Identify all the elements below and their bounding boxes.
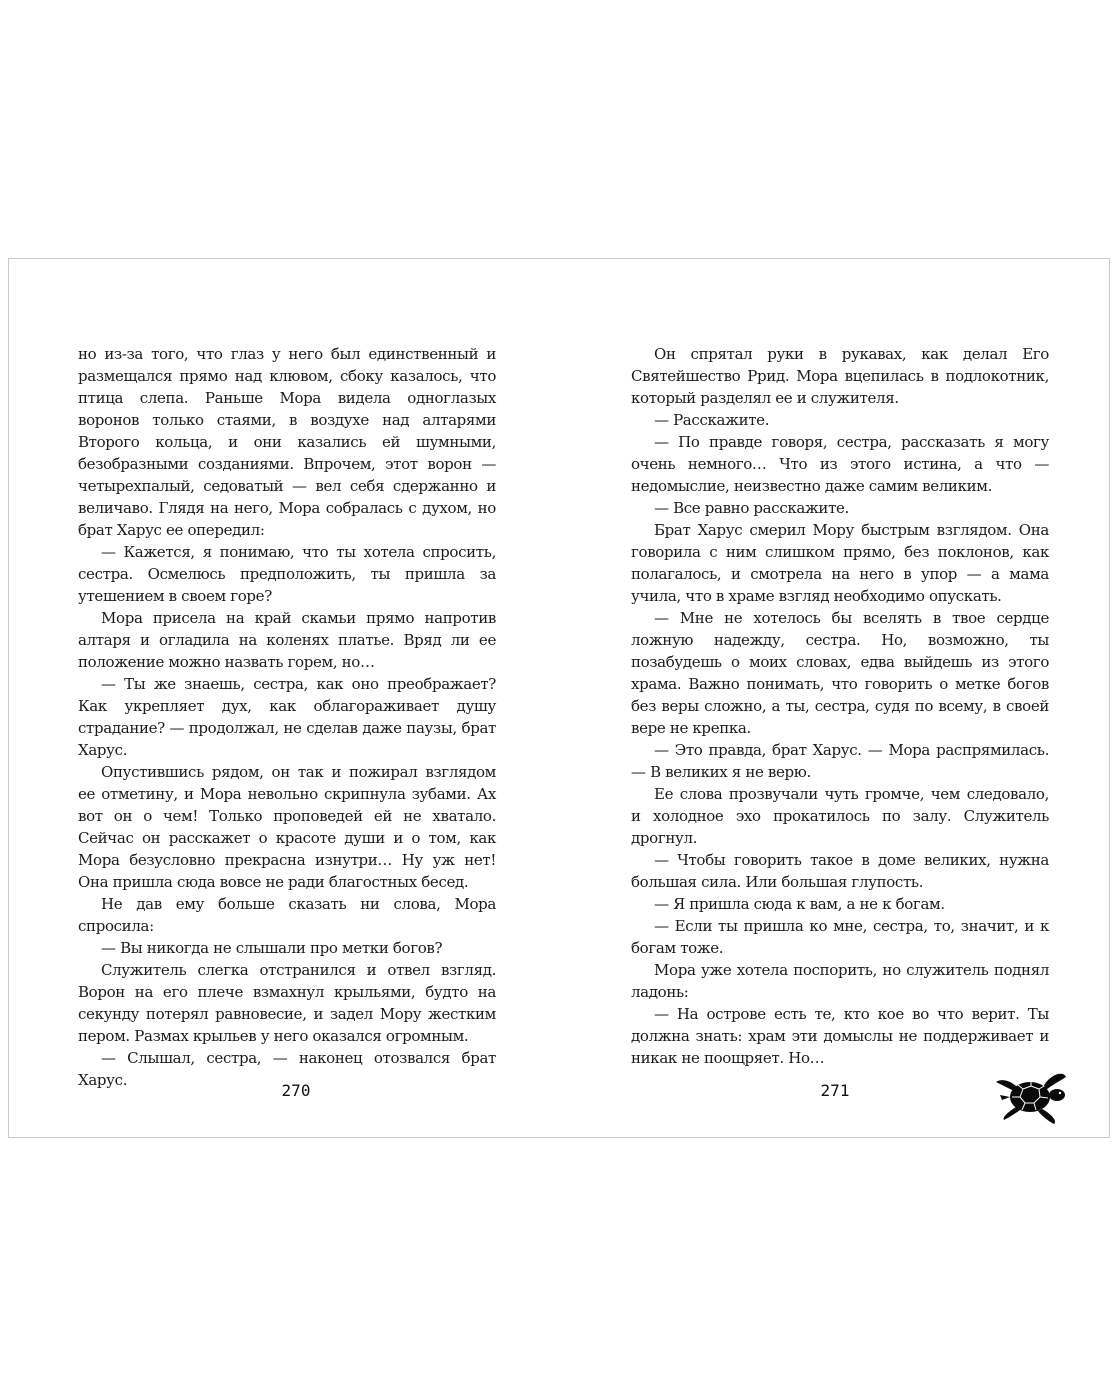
paragraph: — Расскажите. — [654, 411, 770, 429]
paragraph: — Я пришла сюда к вам, а не к богам. — [654, 895, 945, 913]
paragraph: — Чтобы говорить такое в доме великих, нужна большая сила. Или большая глупость. — [631, 851, 1049, 891]
paragraph: Опустившись рядом, он так и пожирал взглядом ее отметину, и Мора невольно скрипнула зубами. Ах вот он о чем! Только проповедей ей не хватало. Сейчас он расскажет о красоте души и о том, как Мора безусловно прекрасна изнутри… Ну уж нет! Она пришла сюда вовсе не ради благостных бесед. — [78, 763, 496, 891]
paragraph: — Мне не хотелось бы вселять в твое сердце ложную надежду, сестра. Но, возможно, ты позабудешь о моих словах, едва выйдешь из этого храма. Важно понимать, что говорить о метке богов без веры сложно, а ты, сестра, судя по всему, в своей вере не крепка. — [631, 609, 1049, 737]
paragraph: Мора уже хотела поспорить, но служитель поднял ладонь: — [631, 961, 1049, 1001]
paragraph: Мора присела на край скамьи прямо напротив алтаря и огладила на коленях платье. Вряд ли ее положение можно назвать горем, но… — [78, 609, 496, 671]
book-spread — [8, 258, 1110, 1138]
paragraph: Ее слова прозвучали чуть громче, чем следовало, и холодное эхо прокатилось по залу. Служитель дрогнул. — [631, 785, 1049, 847]
paragraph: — Вы никогда не слышали про метки богов? — [101, 939, 443, 957]
paragraph: Он спрятал руки в рукавах, как делал Его Святейшество Ррид. Мора вцепилась в подлокотник, который разделял ее и служителя. — [631, 345, 1049, 407]
paragraph: Брат Харус смерил Мору быстрым взглядом. Она говорила с ним слишком прямо, без поклонов, как полагалось, и смотрела на него в упор — а мама учила, что в храме взгляд необходимо опускать. — [631, 521, 1049, 605]
right-page — [631, 343, 1049, 1069]
paragraph: — Если ты пришла ко мне, сестра, то, значит, и к богам тоже. — [631, 917, 1049, 957]
paragraph: — Ты же знаешь, сестра, как оно преображает? Как укрепляет дух, как облагораживает душу страдание? — продолжал, не сделав даже паузы, брат Харус. — [78, 675, 496, 759]
paragraph: — Это правда, брат Харус. — Мора распрямилась. — В великих я не верю. — [631, 741, 1049, 781]
page-number-left: 270 — [281, 1081, 311, 1100]
paragraph: — По правде говоря, сестра, рассказать я могу очень немного… Что из этого истина, а что — недомыслие, неизвестно даже самим великим. — [631, 433, 1049, 495]
turtle-icon — [994, 1069, 1068, 1125]
paragraph: — Кажется, я понимаю, что ты хотела спросить, сестра. Осмелюсь предположить, ты пришла за утешением в своем горе? — [78, 543, 496, 605]
paragraph: — Все равно расскажите. — [654, 499, 849, 517]
paragraph: — Слышал, сестра, — наконец отозвался брат Харус. — [78, 1049, 496, 1089]
paragraph: Служитель слегка отстранился и отвел взгляд. Ворон на его плече взмахнул крыльями, будто на секунду потерял равновесие, и задел Мору жестким пером. Размах крыльев у него оказался огромным. — [78, 961, 496, 1045]
paragraph: но из-за того, что глаз у него был единственный и размещался прямо над клювом, сбоку казалось, что птица слепа. Раньше Мора видела одноглазых воронов только стаями, в воздухе над алтарями Второго кольца, и они казались ей шумными, безобразными созданиями. Впрочем, этот ворон — четырехпалый, седоватый — вел себя сдержанно и величаво. Глядя на него, Мора собралась с духом, но брат Харус ее опередил: — [78, 345, 496, 539]
page-number-right: 271 — [820, 1081, 850, 1100]
paragraph: Не дав ему больше сказать ни слова, Мора спросила: — [78, 895, 496, 935]
left-page — [78, 343, 496, 1091]
paragraph: — На острове есть те, кто кое во что верит. Ты должна знать: храм эти домыслы не поддерживает и никак не поощряет. Но… — [631, 1005, 1049, 1067]
